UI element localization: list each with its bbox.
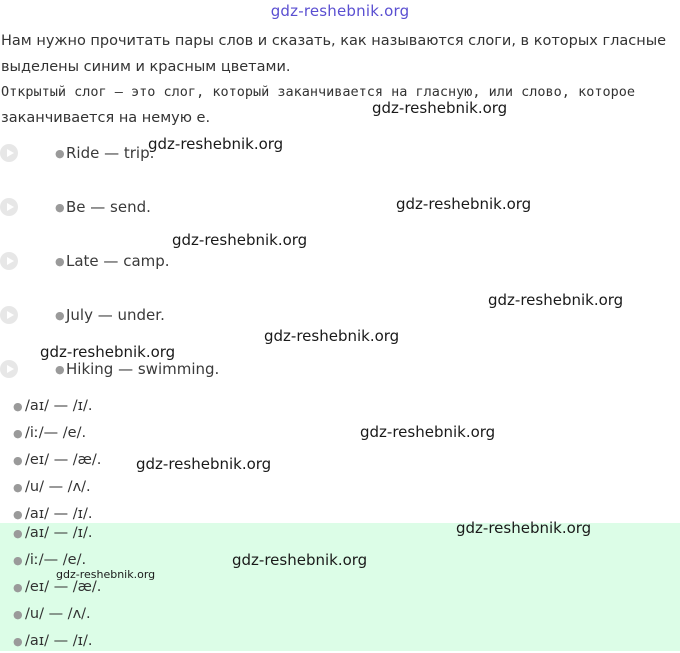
answer-item	[0, 525, 300, 545]
play-audio-icon[interactable]	[0, 144, 18, 162]
watermark: gdz-reshebnik.org	[148, 135, 284, 153]
explanation-line-4: заканчивается на немую е.	[1, 109, 211, 126]
watermark: gdz-reshebnik.org	[372, 99, 508, 117]
transcription: /u/ — /ʌ/.	[25, 479, 91, 495]
answer-transcription: /iː/— /e/.	[25, 552, 87, 568]
word-pair: Be — send.	[66, 198, 151, 216]
answer-transcription: /aɪ/ — /ɪ/.	[25, 633, 93, 649]
play-audio-icon[interactable]	[0, 306, 18, 324]
word-pair-row	[0, 198, 400, 218]
word-pair-row	[0, 360, 400, 380]
watermark: gdz-reshebnik.org	[488, 291, 624, 309]
watermark: gdz-reshebnik.org	[360, 423, 496, 441]
answer-item	[0, 633, 300, 653]
transcription-item	[0, 479, 300, 499]
bullet-icon: ●	[13, 481, 23, 494]
bullet-icon: ●	[13, 635, 23, 648]
bullet-icon: ●	[13, 581, 23, 594]
transcription: /iː/— /e/.	[25, 425, 87, 441]
transcription: /aɪ/ — /ɪ/.	[25, 398, 93, 414]
explanation-line-3: Открытый слог — это слог, который заканчивается на гласную, или слово, которое	[1, 84, 635, 100]
word-pair-row	[0, 306, 400, 326]
word-pair: Late — camp.	[66, 252, 170, 270]
bullet-icon: ●	[13, 527, 23, 540]
answer-block	[0, 523, 680, 651]
transcription: /aɪ/ — /ɪ/.	[25, 506, 93, 522]
word-pair: July — under.	[66, 306, 165, 324]
play-audio-icon[interactable]	[0, 252, 18, 270]
bullet-icon: ●	[55, 201, 65, 214]
play-audio-icon[interactable]	[0, 198, 18, 216]
watermark: gdz-reshebnik.org	[396, 195, 532, 213]
site-banner[interactable]: gdz-reshebnik.org	[270, 2, 410, 20]
word-pair: Hiking — swimming.	[66, 360, 220, 378]
answer-transcription: /eɪ/ — /æ/.	[25, 579, 102, 595]
bullet-icon: ●	[55, 363, 65, 376]
answer-transcription: /aɪ/ — /ɪ/.	[25, 525, 93, 541]
answer-item	[0, 606, 300, 626]
bullet-icon: ●	[55, 309, 65, 322]
explanation-line-1: Нам нужно прочитать пары слов и сказать, как называются слоги, в которых гласные	[1, 33, 667, 49]
watermark: gdz-reshebnik.org	[264, 327, 400, 345]
word-pair: Ride — trip.	[66, 144, 155, 162]
transcription: /eɪ/ — /æ/.	[25, 452, 102, 468]
bullet-icon: ●	[13, 400, 23, 413]
bullet-icon: ●	[13, 454, 23, 467]
answer-transcription: /u/ — /ʌ/.	[25, 606, 91, 622]
bullet-icon: ●	[13, 427, 23, 440]
watermark: gdz-reshebnik.org	[172, 231, 308, 249]
watermark: gdz-reshebnik.org	[40, 343, 176, 361]
explanation-line-2: выделены синим и красным цветами.	[1, 58, 291, 75]
play-audio-icon[interactable]	[0, 360, 18, 378]
watermark: gdz-reshebnik.org	[136, 455, 272, 473]
transcription-item	[0, 398, 300, 418]
bullet-icon: ●	[55, 255, 65, 268]
bullet-icon: ●	[13, 608, 23, 621]
watermark: gdz-reshebnik.org	[56, 568, 156, 581]
transcription-item	[0, 425, 300, 445]
bullet-icon: ●	[13, 554, 23, 567]
word-pair-row	[0, 252, 400, 272]
watermark: gdz-reshebnik.org	[456, 519, 592, 537]
watermark: gdz-reshebnik.org	[232, 551, 368, 569]
answer-item	[0, 579, 300, 599]
task-explanation	[1, 29, 671, 131]
bullet-icon: ●	[13, 508, 23, 521]
bullet-icon: ●	[55, 147, 65, 160]
